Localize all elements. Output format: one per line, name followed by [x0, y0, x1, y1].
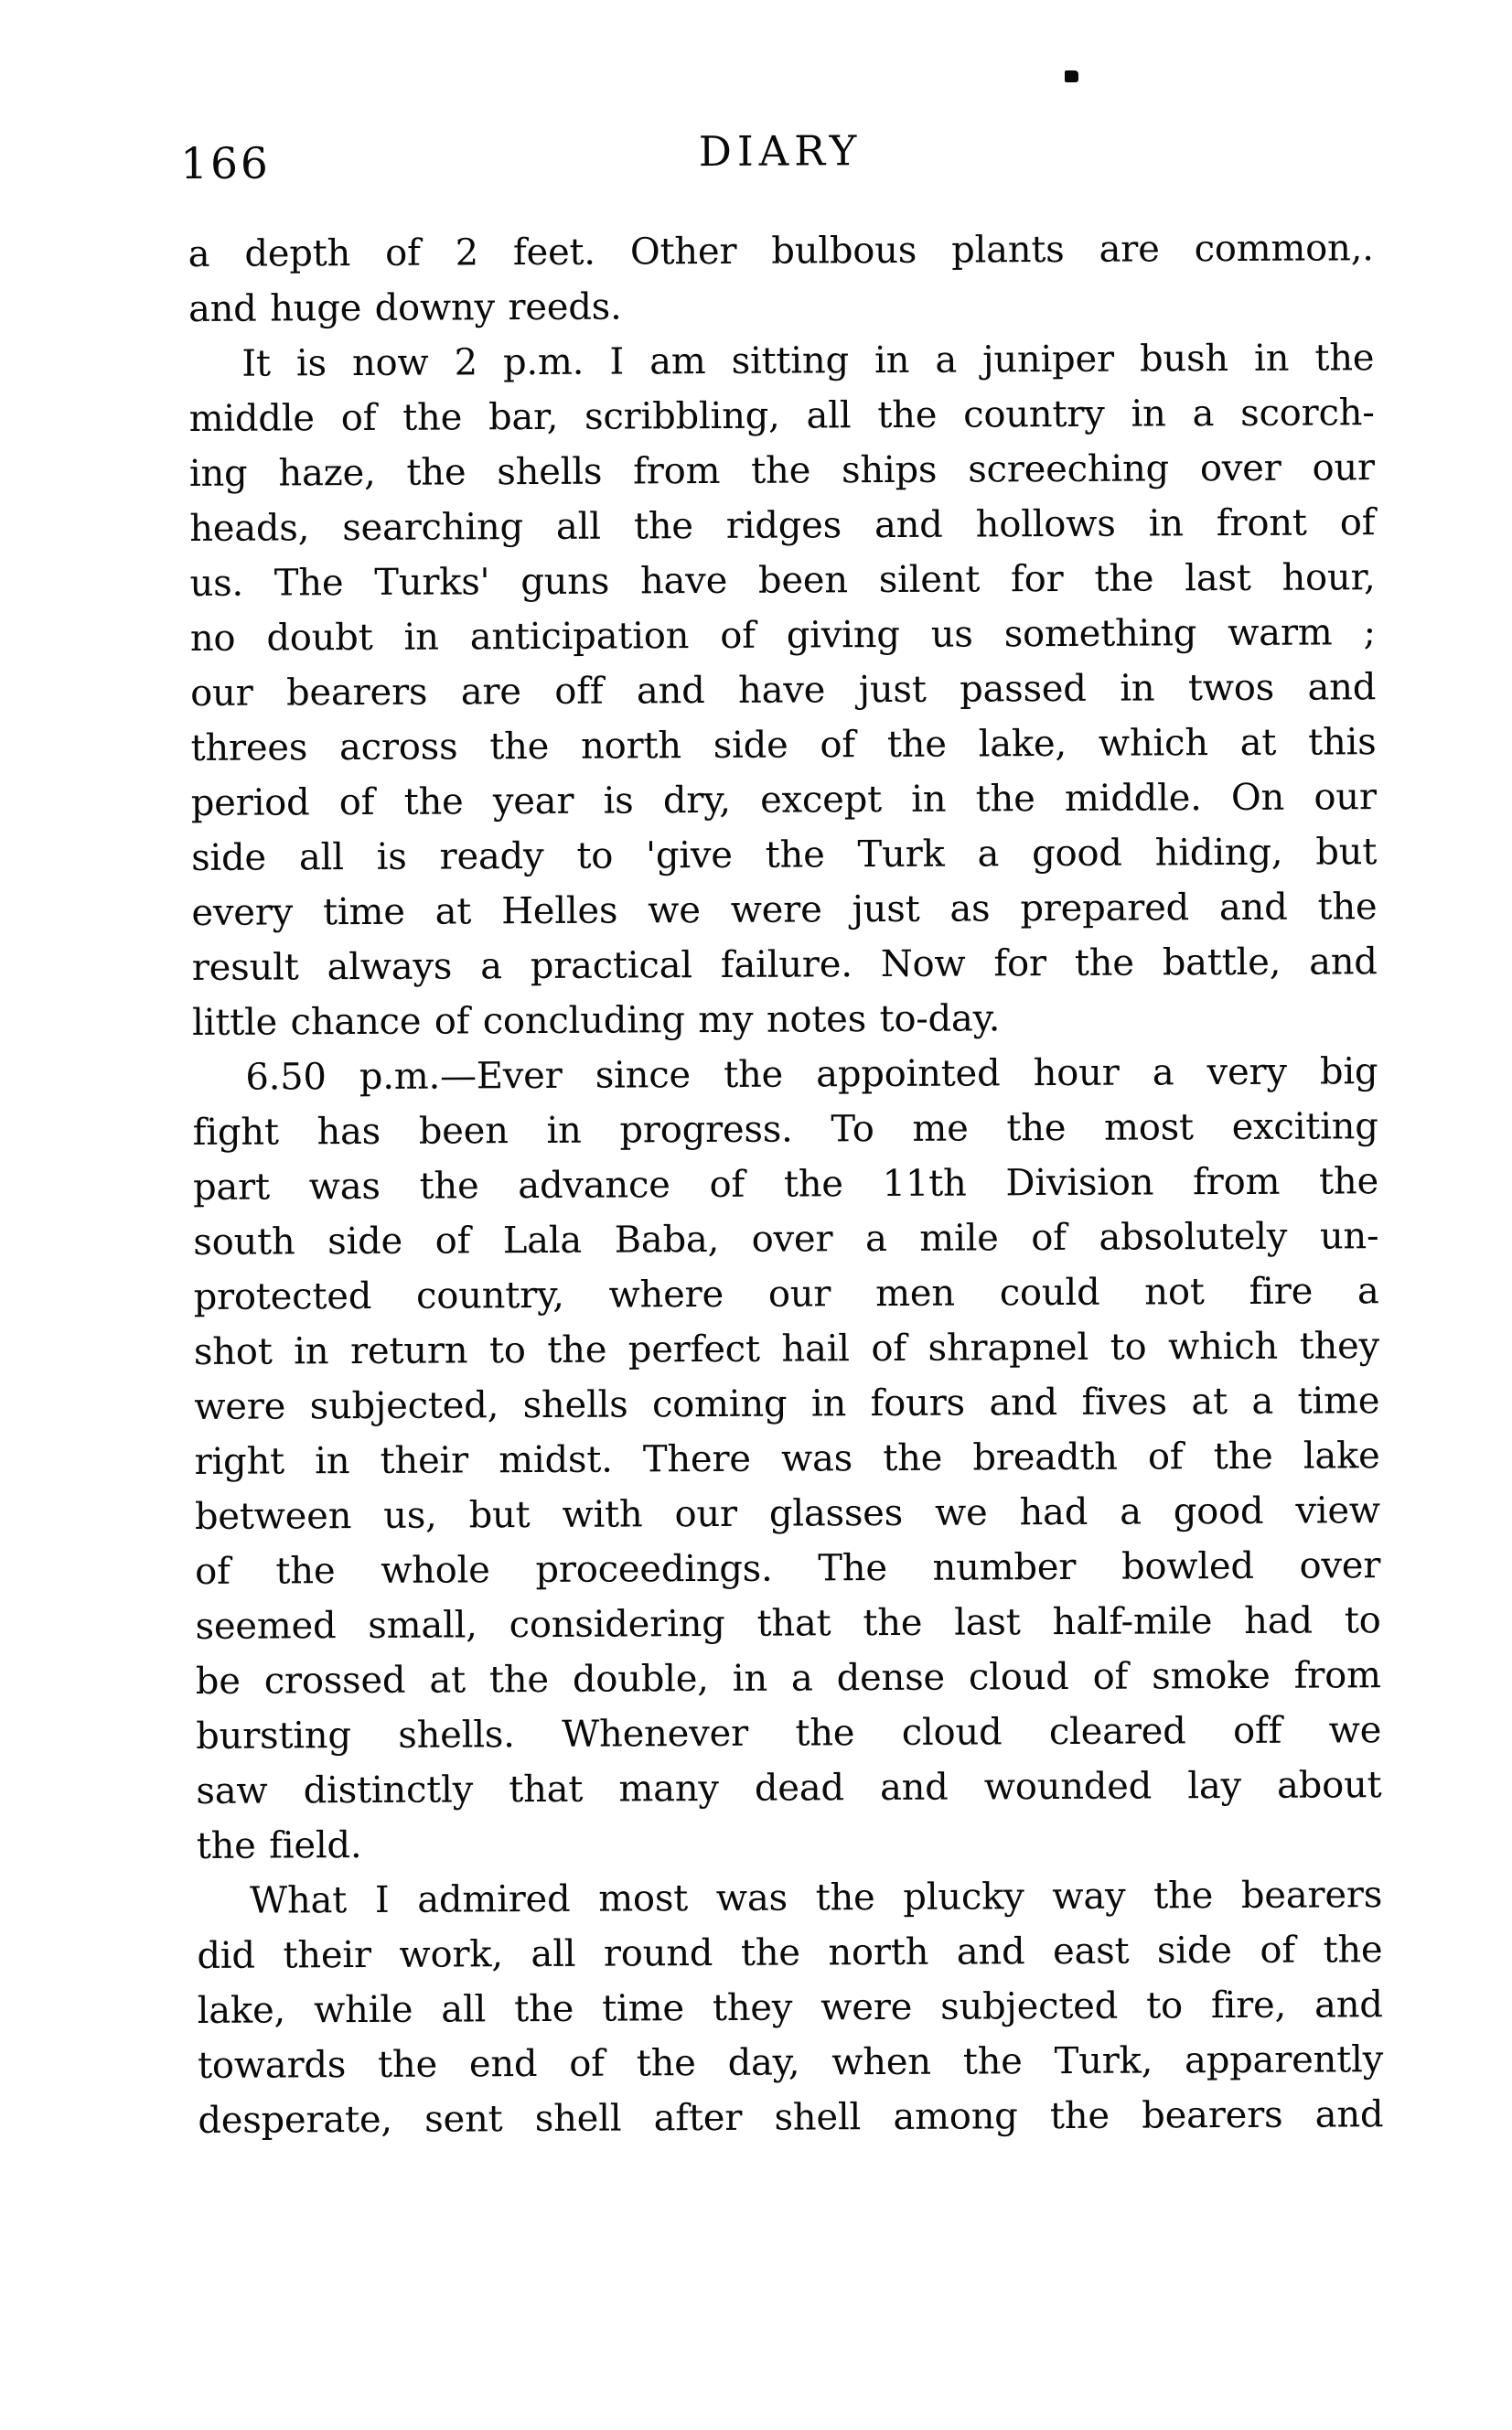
text-line: It is now 2 p.m. I am sitting in a juniper bush in the: [241, 337, 1375, 385]
text-line: between us, but with our glasses we had a good view: [194, 1489, 1381, 1538]
text-line: lake, while all the time they were subjected to fire, and: [197, 1984, 1383, 2032]
text-block: [188, 220, 1384, 2148]
text-line: right in their midst. There was the breadth of the lake: [194, 1435, 1380, 1483]
text-line: south side of Lala Baba, over a mile of absolutely un-: [193, 1215, 1379, 1263]
text-line: little chance of concluding my notes to-day.: [191, 997, 1001, 1044]
page-number: 166: [180, 138, 272, 190]
text-line: part was the advance of the 11th Division from the: [192, 1160, 1379, 1209]
text-line: middle of the bar, scribbling, all the country in a scorch-: [188, 392, 1375, 440]
text-line: ing haze, the shells from the ships screeching over our: [188, 446, 1376, 495]
page-content: [180, 126, 1384, 2148]
text-line: shot in return to the perfect hail of shrapnel to which they: [193, 1325, 1380, 1373]
text-line: every time at Helles we were just as prepared and the: [191, 886, 1378, 934]
text-line: towards the end of the day, when the Turk, apparently: [197, 2038, 1384, 2087]
text-line: a depth of 2 feet. Other bulbous plants are common,.: [188, 227, 1374, 275]
text-line: saw distinctly that many dead and wounded lay about: [196, 1764, 1382, 1812]
text-line: 6.50 p.m.—Ever since the appointed hour a very big: [245, 1050, 1378, 1099]
text-line: seemed small, considering that the last half-mile had to: [195, 1599, 1381, 1648]
text-line: threes across the north side of the lake, which at this: [190, 721, 1377, 769]
text-line: the field.: [196, 1824, 362, 1867]
running-title: DIARY: [698, 126, 863, 177]
text-line: protected country, where our men could not fire a: [193, 1270, 1379, 1318]
text-line: our bearers are off and have just passed in twos and: [190, 666, 1377, 715]
ink-blot-mark: [1065, 70, 1078, 82]
page-header: [180, 126, 1373, 190]
text-line: were subjected, shells coming in fours and fives at a time: [194, 1380, 1380, 1428]
text-line: no doubt in anticipation of giving us something warm ;: [189, 611, 1376, 660]
text-line: desperate, sent shell after shell among the bearers and: [198, 2093, 1384, 2142]
text-line: period of the year is dry, except in the middle. On our: [190, 776, 1377, 824]
text-line: and huge downy reeds.: [188, 285, 622, 330]
text-line: of the whole proceedings. The number bowled over: [195, 1544, 1381, 1593]
text-line: heads, searching all the ridges and hollows in front of: [189, 501, 1376, 550]
text-line: side all is ready to 'give the Turk a good hiding, but: [191, 831, 1378, 879]
text-line: did their work, all round the north and east side of the: [197, 1929, 1383, 1977]
text-line: be crossed at the double, in a dense cloud of smoke from: [195, 1654, 1381, 1703]
text-line: What I admired most was the plucky way the bearers: [249, 1874, 1383, 1922]
text-line: bursting shells. Whenever the cloud cleared off we: [196, 1709, 1382, 1758]
text-line: result always a practical failure. Now for the battle, and: [191, 941, 1378, 989]
text-line: us. The Turks' guns have been silent for the last hour,: [189, 556, 1376, 605]
text-line: fight has been in progress. To me the most exciting: [192, 1105, 1378, 1154]
